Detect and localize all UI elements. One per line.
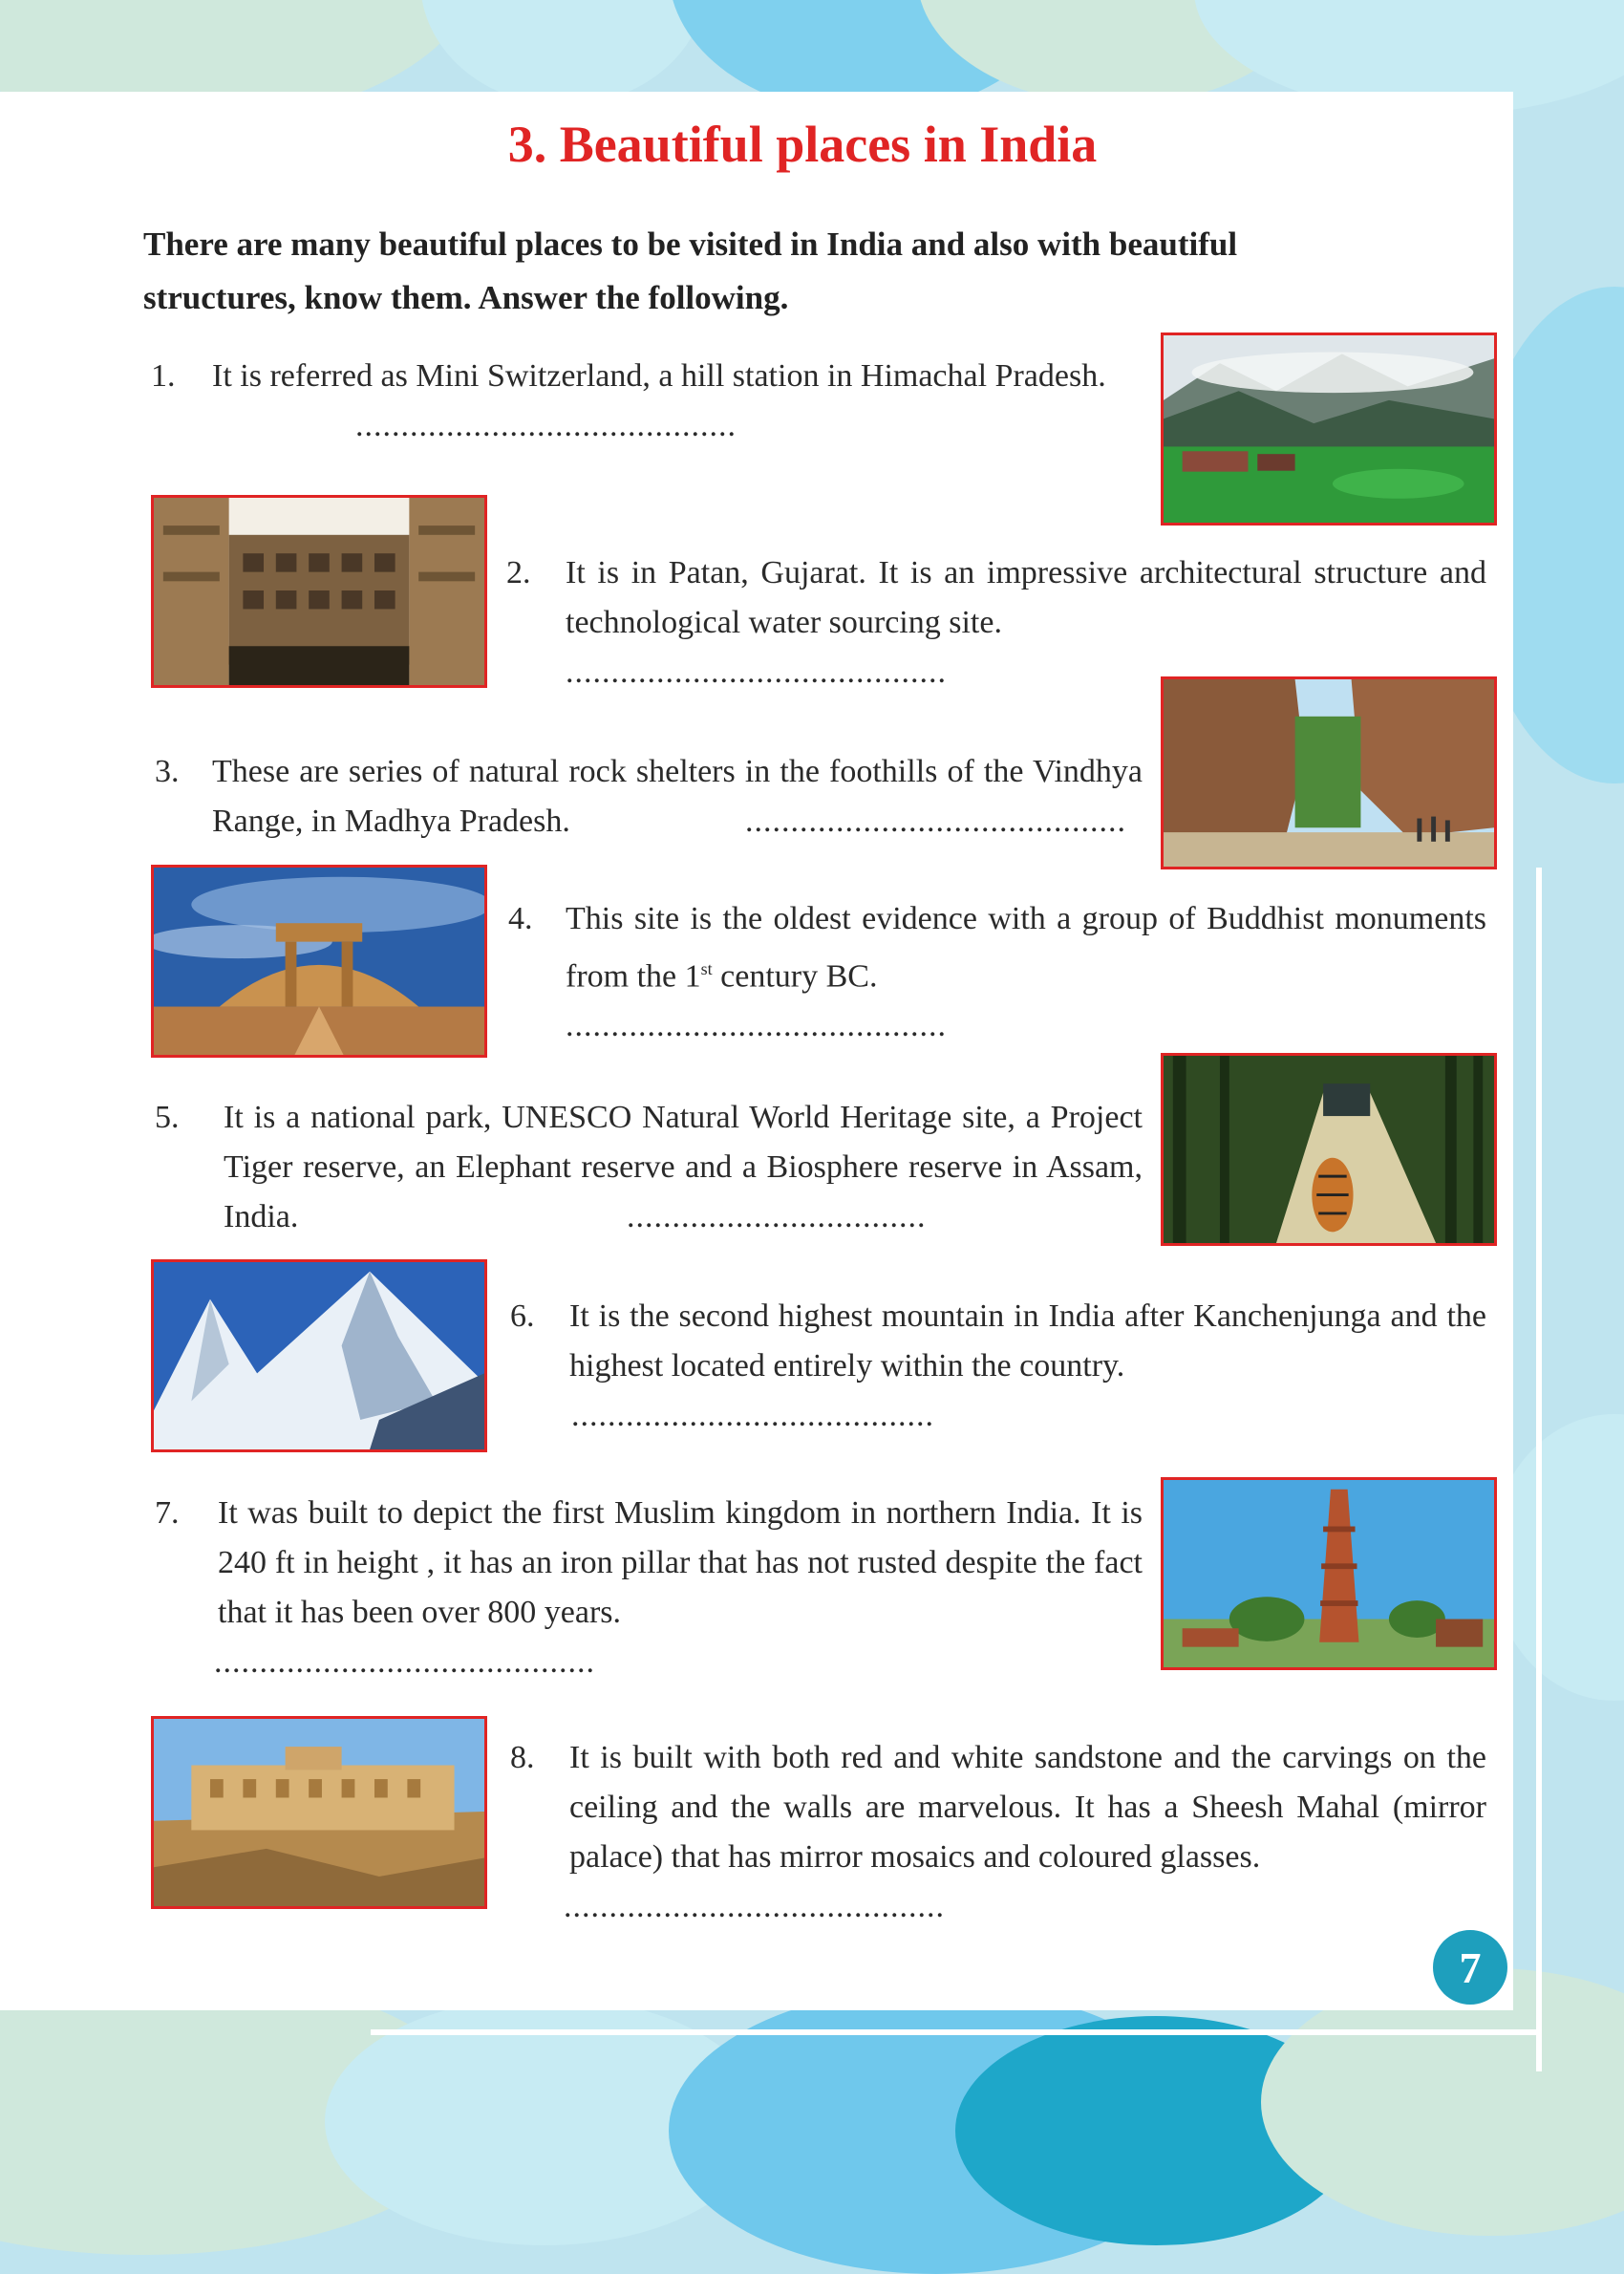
question-number: 3. <box>155 754 180 789</box>
rock-shelters-photo <box>1161 676 1497 869</box>
question-text: It is a national park, UNESCO Natural World Heritage site, a Project Tiger reserve, an Elephant reserve and a Biosphere reserve in Assam, India. <box>224 1100 1143 1234</box>
question-number: 2. <box>506 555 531 590</box>
question-number: 6. <box>510 1298 535 1334</box>
answer-blank[interactable]: ........................................ <box>571 1398 934 1433</box>
answer-dots: ................................. <box>627 1199 927 1234</box>
question-text <box>508 894 1486 1001</box>
page-number-badge: 7 <box>1433 1930 1507 2005</box>
answer-blank[interactable]: .......................................... <box>564 1889 945 1924</box>
question-item <box>151 352 1143 401</box>
question-text: It is the second highest mountain in India after Kanchenjunga and the highest located entirely within the country. <box>569 1298 1486 1384</box>
question-item <box>506 548 1486 697</box>
snow-mountain-photo <box>151 1259 487 1452</box>
background-blob <box>420 0 707 105</box>
answer-blank[interactable] <box>745 797 1146 847</box>
question-item <box>508 894 1486 1051</box>
question-number: 5. <box>155 1100 180 1135</box>
question-number: 8. <box>510 1740 535 1775</box>
answer-blank[interactable]: .......................................... <box>566 654 947 690</box>
question-text: It is in Patan, Gujarat. It is an impressive architectural structure and technological water sourcing site. <box>566 555 1486 640</box>
question-text: It was built to depict the first Muslim kingdom in northern India. It is 240 ft in height , it has an iron pillar that has not rusted despite the fact that it has been over 800 years. <box>218 1495 1143 1630</box>
stepwell-photo <box>151 495 487 688</box>
question-text: These are series of natural rock shelters in the foothills of the Vindhya Range, in Madhya Pradesh. <box>212 754 1143 839</box>
question-number: 1. <box>151 358 176 394</box>
instructions: There are many beautiful places to be visited in India and also with beautiful structures, know them. Answer the following. <box>143 225 1238 316</box>
stupa-gateway-photo <box>151 865 487 1058</box>
page-title: 3. Beautiful places in India <box>507 116 1098 173</box>
answer-blank[interactable]: .......................................... <box>566 1008 947 1044</box>
answer-blank[interactable] <box>627 1192 990 1242</box>
answer-dots: .......................................... <box>355 408 737 443</box>
question-item <box>510 1733 1486 1932</box>
page-frame-line <box>371 2029 1542 2035</box>
question-item <box>510 1292 1486 1441</box>
question-number: 4. <box>508 901 533 936</box>
minaret-tower-photo <box>1161 1477 1497 1670</box>
question-number: 7. <box>155 1495 180 1531</box>
answer-blank[interactable] <box>212 401 881 451</box>
question-text-part: This site is the oldest evidence with a group of Buddhist monuments from the 1 <box>566 901 1486 995</box>
page-frame-line <box>1536 868 1542 2071</box>
question-item <box>155 1489 1143 1687</box>
hill-fort-palace-photo <box>151 1716 487 1909</box>
question-text: It is referred as Mini Switzerland, a hill station in Himachal Pradesh. <box>212 358 1106 394</box>
ordinal-suffix: st <box>700 959 713 978</box>
answer-blank[interactable]: .......................................... <box>214 1644 595 1680</box>
tiger-safari-photo <box>1161 1053 1497 1246</box>
answer-dots: .......................................... <box>745 804 1126 839</box>
question-text-part: century BC. <box>712 958 878 995</box>
question-text: It is built with both red and white sandstone and the carvings on the ceiling and the walls are marvelous. It has a Sheesh Mahal (mirror palace) that has mirror mosaics and coloured glasses. <box>569 1740 1486 1875</box>
green-valley-hill-station-photo <box>1161 333 1497 526</box>
